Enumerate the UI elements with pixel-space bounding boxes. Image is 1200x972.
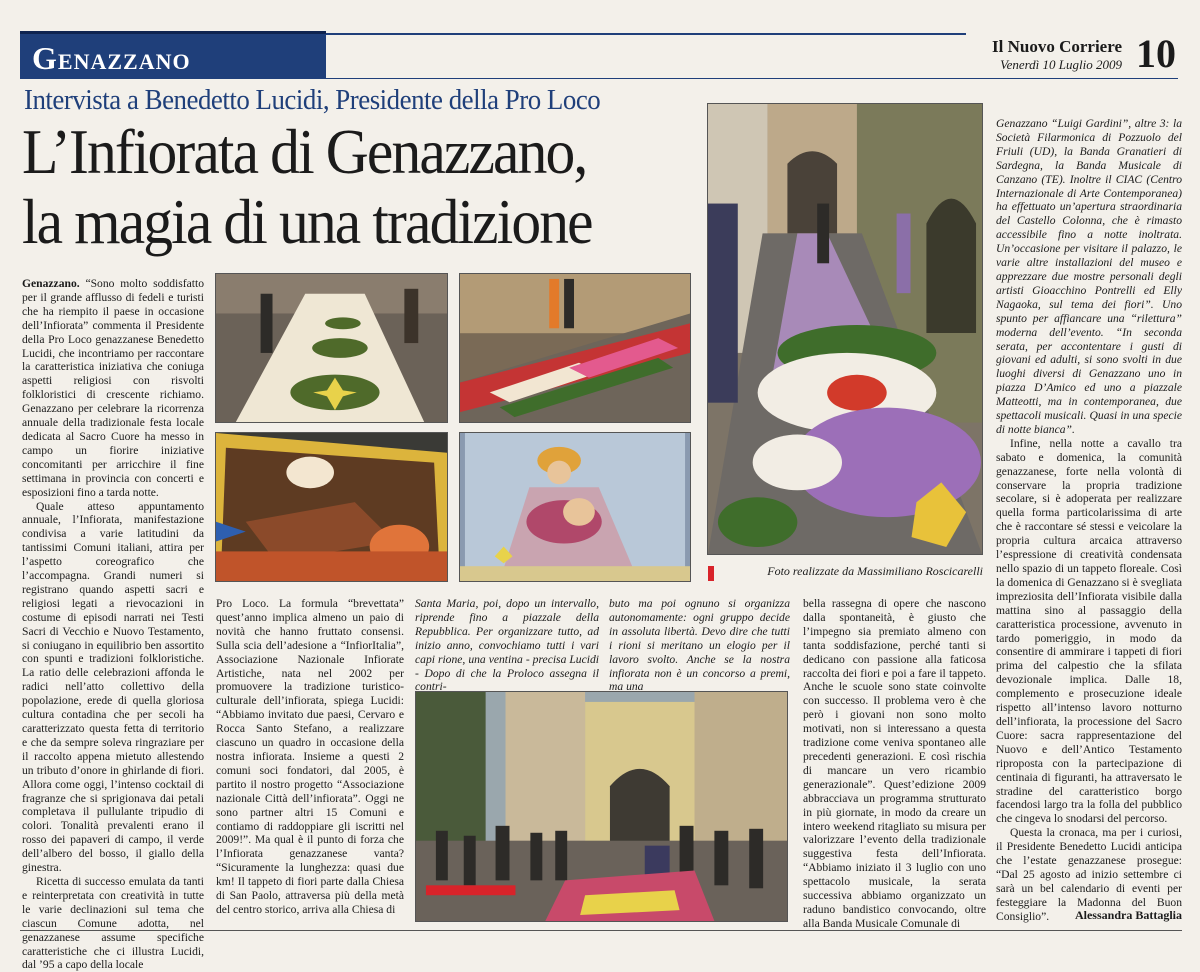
issue-date: Venerdì 10 Luglio 2009 [1000,57,1122,72]
bottom-rule [20,930,1182,931]
paragraph-col4: buto ma poi ognuno si organizza autonomamente: ogni gruppo decide in assoluta libertà. Devo dire che tutti i rioni si meritano un elogio per il lavoro svolto. Anche se la nostra infiorata non è un concorso a premi, ma una [609,597,790,694]
article-column-1 [22,277,204,972]
photo-town-gate-procession [415,691,788,922]
photo-infiorata-madonna [459,432,691,582]
paragraph-1: Genazzano. “Sono molto soddisfatto per il grande afflusso di fedeli e turisti che ha riempito il paese in occasione dell’Infiorata” commenta il Presidente della Pro Loco genazzanese Benedetto Lucidi, che incontriamo per raccontare la caratteristica iniziativa che coniuga aspetti religiosi con risvolti folkloristici di crescente richiamo. Genazzano per celebrare la ricorrenza annuale della tradizionale festa locale dedicata al Sacro Cuore ha messo in campo un fiorire iniziative concomitanti per arricchire il fine settimana in provincia con concerti e esposizioni fino a tarda notte. [22,277,204,499]
article-column-4 [609,597,790,694]
article-column-2 [216,597,404,923]
paragraph-col3: Santa Maria, poi, dopo un intervallo, riprende fino a piazzale della Repubblica. Per organizzare tutto, ad inizio anno, convochiamo tutti i vari capi rione, una ventina - precisa Lucidi - Dopo di che la Proloco assegna il contri- [415,597,599,694]
article-column-5 [803,597,986,930]
article-kicker: Intervista a Benedetto Lucidi, Presidente della Pro Loco [24,85,601,116]
article-column-3 [415,597,599,694]
page-number: 10 [1136,31,1176,76]
paragraph-col5: bella rassegna di opere che nascono dalla spontaneità, è giusto che l’impegno sia premiato almeno con tanta soddisfazione, perché tanti si dedicano con passione alla faticosa raccolta dei fiori e poi a fare il tappeto. Anche le scuole sono state coinvolte con successo. Il problema vero è che però i giovani non sono molto motivati, non si interessano a questa tradizione come veniva spontaneo alle precedenti generazioni. E così rischia di mancare un vero ricambio generazionale”. Quest’edizione 2009 abbracciava un programma strutturato in più giornate, in modo da creare un intero weekend ritagliato su misura per valorizzare l’evento della tradizionale suggestiva festa dell’Infiorata. “Abbiamo iniziato il 3 luglio con uno spettacolo musicale, la serata successiva abbiamo organizzato un raduno bandistico convocando, oltre alla Banda Musicale Comunale di [803,597,986,930]
header-rule-thin [326,78,1178,79]
photo-infiorata-street-2 [459,273,691,423]
paragraph-col6-3: Questa la cronaca, ma per i curiosi, il Presidente Benedetto Lucidi anticipa che l’estate genazzanese prosegue: “Dal 25 agosto ad inizio settembre ci sarà un bel calendario di eventi per festeggiare la Madonna del Buon Consiglio”. [996,826,1182,923]
paragraph-col6-2: Infine, nella notte a cavallo tra sabato e domenica, la comunità genazzanese, forte nella volontà di conservare la propria tradizione secolare, si è adoperata per realizzare quella forma particolarissima di arte che è raccontare sé stessi e veicolare la propria cultura arcaica attraverso l’espressione di creatività condensata nello spazio di un tappeto floreale. Così la domenica di Genazzano si è svegliata impreziosita dell’Infiorata visibile dalla mattina sino al passaggio della caratteristica processione, avvenuto in tardo pomeriggio, in modo da consentire di ammirare i tappeti di fiori prima del calpestio che la sfilata devozionale implica. Dalle 18, complemento e prosecuzione ideale rispetto all’intenso lavoro notturno dell’infiorata, la processione del Sacro Cuore: sacra rappresentazione del Nuovo e dell’Antico Testamento riproposta con la partecipazione di centinaia di figuranti, ha attraversato le stradine del caratteristico borgo facendosi largo tra la folla del pubblico che cingeva lo snodarsi del percorso. [996,436,1182,826]
paragraph-2: Quale atteso appuntamento annuale, l’Infiorata, manifestazione condivisa a varie latitudini da tantissimi Comuni italiani, attira per l’aspetto coreografico che l’accompagna. Grandi numeri si registrano quando aspetti sacri e religiosi legati a rievocazioni in costume di episodi narrati nei Testi Sacri di Vecchio e Nuovo Testamento, si coniugano in equilibrio ben assortito con spunti e tradizioni folkloristiche. La ratio delle celebrazioni affonda le radici nell’atto collettivo della popolazione, erede di quella gloriosa cultura contadina che per secoli ha caratterizzato questa fetta di territorio e che da sempre soleva ringraziare per il raccolto appena mietuto allestendo un tributo d’onore in ghirlande di fiori. Allora come oggi, l’intenso cocktail di fragranze che si sprigionava dai petali completava il pullulante tripudio di colori. Tonalità prevalenti erano il rosso dei papaveri di campo, il verde dell’albero del bosso, il giallo della ginestra. [22,499,204,875]
paragraph-col2: Pro Loco. La formula “brevettata” quest’anno implica almeno un paio di novità che hanno fruttato consensi. Sulla scia dell’adesione a “InfiorItalia”, Associazione Nazionale Infiorate Artistiche, nata nel 2002 per promuovere la tradizione turistico-culturale dell’infiorata, spiega Lucidi: “Abbiamo invitato due paesi, Cervaro e Rocca Santo Stefano, a realizzare ciascuno un quadro in occasione della nostra infiorata. Insieme a questi 2 comuni soci fondatori, dal 2005, è partito il nostro progetto “Associazione nazionale Città dell’infiorata”. Oggi ne sono partner altri 15 Comuni e contiamo di raddoppiare gli iscritti nel 2009!”. Ma qual è il punto di forza che l’Infiorata genazzanese vanta? “Sicuramente la lunghezza: quasi due km! Il tappeto di fiori parte dalla Chiesa di San Paolo, attraversa più della metà del centro storico, arriva alla Chiesa di [216,597,404,916]
photo-infiorata-alley [707,103,983,555]
photo-credit: Foto realizzate da Massimiliano Roscicarelli [767,564,983,578]
paragraph-3: Ricetta di successo emulata da tanti e reinterpretata con creatività in tutte le varie declinazioni sul tema che ciascun Comune adotta, nel genazzanese assume specifiche caratteristiche che ci illustra Lucidi, dal ’95 a capo della locale [22,874,204,972]
paragraph-col6-top: Genazzano “Luigi Gardini”, altre 3: la Società Filarmonica di Pozzuolo del Friuli (UD), la Banda Granatieri di Sardegna, la Banda Musicale di Canzano (TE). Inoltre il CIAC (Centro Internazionale di Arte Contemporanea) ha effettuato un’apertura straordinaria del Castello Colonna, che è rimasto accessibile fino a notte inoltrata. Un’occasione per visitare il palazzo, le varie altre installazioni del museo e apprezzare due mostre personali degli artisti Gioacchino Pontrelli ed Elly Nagaoka, sul tema dei fiori”. Uno spunto per affiancare una “rilettura” moderna dell’evento. “In seconda serata, per accontentare i gusti di giovani ed adulti, si sono svolti in due luoghi diversi di Genazzano uno in piazza D’Amico ed uno a piazzale Matteotti, ma in contemporanea, due spettacoli musicali. Quasi in una specie di notte bianca”. [996,117,1182,436]
article-author: Alessandra Battaglia [1074,908,1182,922]
header-rule [326,33,966,35]
article-title-line2: la magia di una tradizione [22,186,592,257]
article-title-line1: L’Infiorata di Genazzano, [22,116,587,187]
paper-name: Il Nuovo Corriere [992,37,1122,56]
section-banner [20,31,326,79]
photo-infiorata-street-1 [215,273,448,423]
photo-infiorata-figure [215,432,448,582]
section-title: Genazzano [32,40,191,76]
photo-credit-marker [708,566,714,581]
